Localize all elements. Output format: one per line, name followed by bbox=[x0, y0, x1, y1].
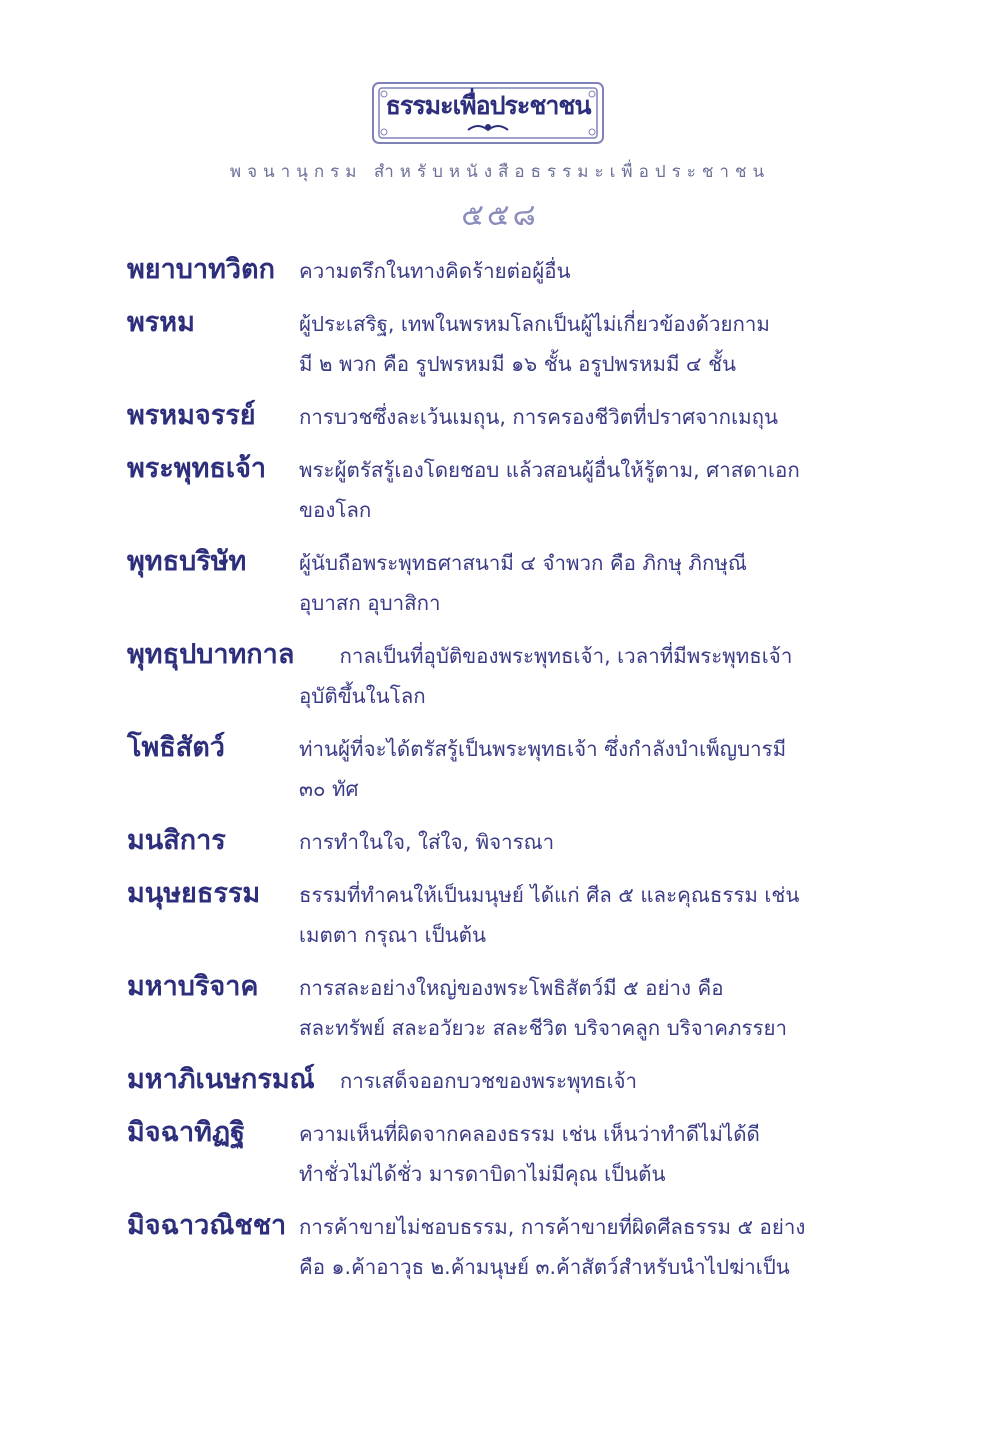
entry-definition: การเสด็จออกบวชของพระพุทธเจ้า bbox=[339, 1069, 638, 1093]
entry-term: โพธิสัตว์ bbox=[127, 732, 225, 763]
entry-definition-cont: มี ๒ พวก คือ รูปพรหมมี ๑๖ ชั้น อรูปพรหมมี ๔ ชั้น bbox=[299, 352, 737, 376]
entry-definition-cont: ของโลก bbox=[299, 498, 372, 522]
entry-definition: การทำในใจ, ใส่ใจ, พิจารณา bbox=[299, 830, 555, 854]
entry-term: พุทธุปบาทกาล bbox=[127, 639, 295, 670]
entry-manutsayatham bbox=[127, 874, 857, 955]
entry-term: มิจฉาทิฏฐิ bbox=[127, 1117, 245, 1148]
entry-definition: ความตรึกในทางคิดร้ายต่อผู้อื่น bbox=[299, 259, 571, 283]
entry-term: มหาภิเนษกรมณ์ bbox=[127, 1064, 315, 1095]
entry-term: มนสิการ bbox=[127, 825, 226, 856]
entry-mitchawanitcha bbox=[127, 1206, 857, 1287]
entry-payabat-vitok bbox=[127, 250, 857, 291]
entry-definition: กาลเป็นที่อุบัติของพระพุทธเจ้า, เวลาที่มีพระพุทธเจ้า bbox=[339, 644, 793, 668]
entry-phutthaborisat bbox=[127, 542, 857, 623]
entry-term: พุทธบริษัท bbox=[127, 546, 247, 577]
entry-definition: การบวชซึ่งละเว้นเมถุน, การครองชีวิตที่ปราศจากเมถุน bbox=[299, 405, 779, 429]
entry-mahaphinetsakrom bbox=[127, 1060, 857, 1101]
entry-phraphutthachao bbox=[127, 449, 857, 530]
entry-definition: ผู้ประเสริฐ, เทพในพรหมโลกเป็นผู้ไม่เกี่ยวข้องด้วยกาม bbox=[299, 312, 770, 336]
entry-term: พระพุทธเจ้า bbox=[127, 453, 267, 484]
entry-definition-cont: อุบาสก อุบาสิกา bbox=[299, 591, 441, 615]
entry-definition: ผู้นับถือพระพุทธศาสนามี ๔ จำพวก คือ ภิกษุ ภิกษุณี bbox=[299, 551, 747, 575]
page-subtitle: พจนานุกรม สำหรับหนังสือธรรมะเพื่อประชาชน bbox=[229, 162, 771, 182]
entry-promjan bbox=[127, 396, 857, 437]
logo-text: ธรรมะเพื่อประชาชน bbox=[385, 91, 591, 120]
entry-definition-cont: สละทรัพย์ สละอวัยวะ สละชีวิต บริจาคลูก บริจาคภรรยา bbox=[299, 1016, 788, 1040]
header-logo bbox=[370, 80, 606, 146]
entry-prom bbox=[127, 303, 857, 384]
entry-phutthuppabatkan bbox=[127, 635, 857, 716]
entry-definition-cont: เมตตา กรุณา เป็นต้น bbox=[299, 923, 487, 947]
entry-phothisat bbox=[127, 728, 857, 809]
entry-definition-cont: คือ ๑.ค้าอาวุธ ๒.ค้ามนุษย์ ๓.ค้าสัตว์สำหรับนำไปฆ่าเป็น bbox=[299, 1255, 790, 1279]
entry-definition: การค้าขายไม่ชอบธรรม, การค้าขายที่ผิดศีลธรรม ๕ อย่าง bbox=[299, 1215, 806, 1239]
entry-definition: ธรรมที่ทำคนให้เป็นมนุษย์ ได้แก่ ศีล ๕ และคุณธรรม เช่น bbox=[299, 883, 800, 907]
entry-mahaborijak bbox=[127, 967, 857, 1048]
entry-definition: ความเห็นที่ผิดจากคลองธรรม เช่น เห็นว่าทำดีไม่ได้ดี bbox=[299, 1122, 760, 1146]
entry-definition-cont: ทำชั่วไม่ได้ชั่ว มารดาบิดาไม่มีคุณ เป็นต้น bbox=[299, 1162, 666, 1186]
entry-term: มนุษยธรรม bbox=[127, 878, 261, 909]
entry-definition: พระผู้ตรัสรู้เองโดยชอบ แล้วสอนผู้อื่นให้รู้ตาม, ศาสดาเอก bbox=[299, 458, 800, 482]
entry-definition: ท่านผู้ที่จะได้ตรัสรู้เป็นพระพุทธเจ้า ซึ่งกำลังบำเพ็ญบารมี bbox=[299, 737, 787, 761]
entry-term: มิจฉาวณิชชา bbox=[127, 1210, 287, 1241]
entry-term: มหาบริจาค bbox=[127, 971, 259, 1002]
entry-definition-cont: อุบัติขึ้นในโลก bbox=[299, 684, 426, 708]
entry-term: พรหม bbox=[127, 307, 195, 338]
entry-term: พรหมจรรย์ bbox=[127, 400, 256, 431]
entry-definition-cont: ๓๐ ทัศ bbox=[299, 777, 359, 801]
page-number: ๕๕๘ bbox=[461, 198, 539, 233]
entry-mitchathitthi bbox=[127, 1113, 857, 1194]
entry-definition: การสละอย่างใหญ่ของพระโพธิสัตว์มี ๕ อย่าง คือ bbox=[299, 976, 724, 1000]
entry-term: พยาบาทวิตก bbox=[127, 254, 275, 285]
dictionary-entries bbox=[127, 250, 857, 1299]
entry-manasikan bbox=[127, 821, 857, 862]
